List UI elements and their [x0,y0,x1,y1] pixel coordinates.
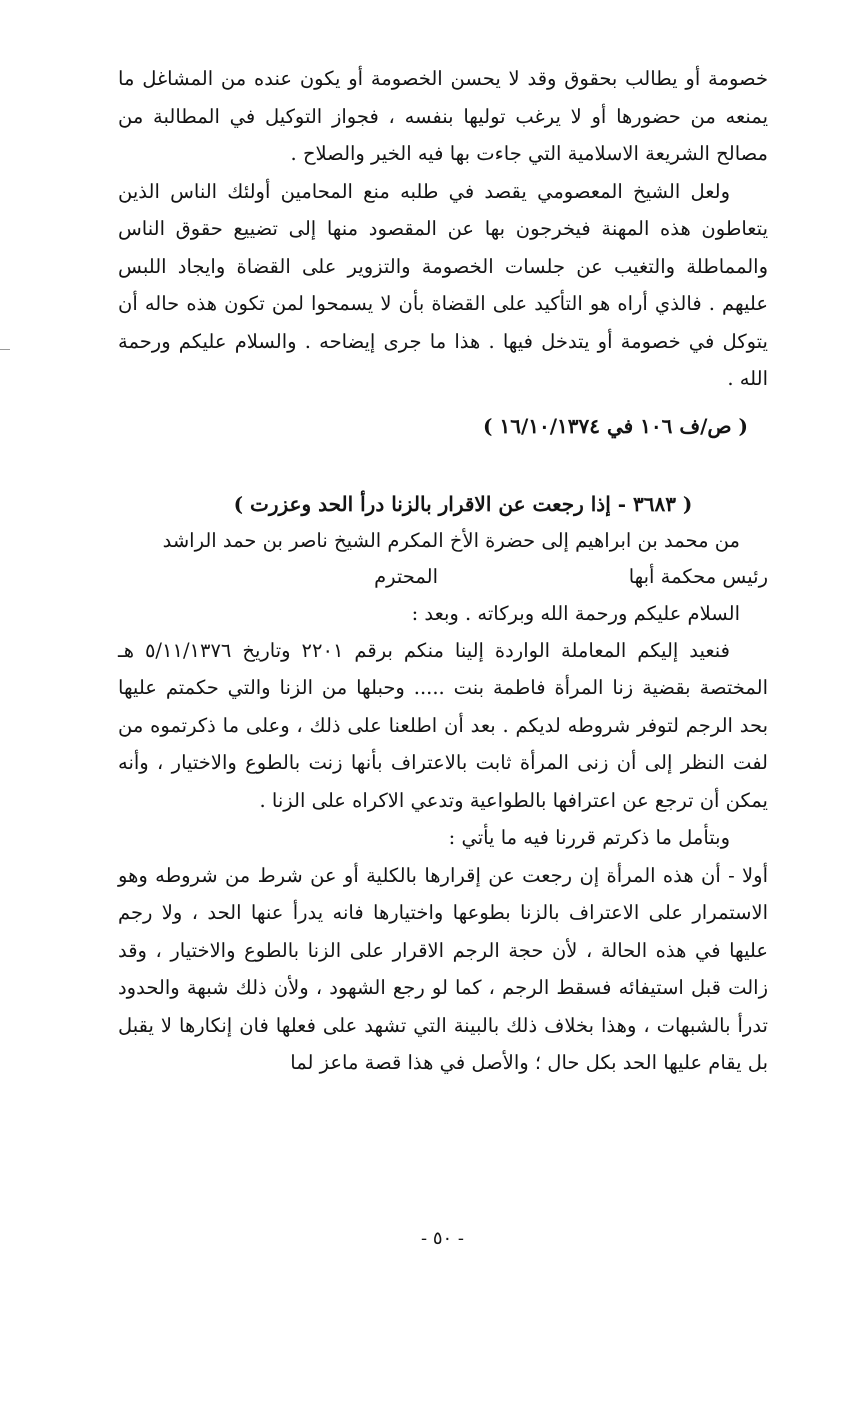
greeting-line: السلام عليكم ورحمة الله وبركاته . وبعد : [411,601,740,625]
section-gap [118,444,768,486]
document-page [118,60,768,1082]
paragraph-continuation: خصومة أو يطالب بحقوق وقد لا يحسن الخصومة أو يكون عنده من المشاغل ما يمنعه من حضورها أو لا يرغب توليها بنفسه ، فجواز التوكيل في المطالبة من مصالح الشريعة الاسلامية التي جاءت بها فيه الخير والصلاح . [118,67,768,165]
page-number: - ٥٠ - [421,1228,464,1249]
addressee-honorific: المحترم [374,564,438,588]
addressee-position: رئيس محكمة أبها [628,564,768,588]
reference-number: ( ص/ف ١٠٦ في ١٦/١٠/١٣٧٤ ) [483,413,748,438]
paragraph-lawyers: ولعل الشيخ المعصومي يقصد في طلبه منع المحامين أولئك الناس الذين يتعاطون هذه المهنة فيخرجون بها عن المقصود منها إلى تضييع حقوق الناس والمماطلة والتغيب عن جلسات الخصومة والتزوير على القضاة وايجاد اللبس عليهم . فالذي أراه هو التأكيد على القضاة بأن لا يسمحوا لمن تكون هذه حاله أن يتوكل في خصومة أو يتدخل فيها . هذا ما جرى إيضاحه . والسلام عليكم ورحمة الله . [118,179,768,390]
paragraph-case: فنعيد إليكم المعاملة الواردة إلينا منكم برقم ٢٢٠١ وتاريخ ٥/١١/١٣٧٦ هـ المختصة بقضية زنا المرأة فاطمة بنت ..... وحبلها من الزنا والتي حكمتم عليها بحد الرجم لتوفر شروطه لديكم . بعد أن اطلعنا على ذلك ، وعلى ما ذكرتموه من لفت النظر إلى أن زنى المرأة ثابت بالاعتراف بأنها زنت بالطوع والاختيار ، وأنه يمكن أن ترجع عن اعترافها بالطواعية وتدعي الاكراه على الزنا . [118,638,768,812]
paragraph-decision-intro: وبتأمل ما ذكرتم قررنا فيه ما يأتي : [448,826,730,849]
letter-from-line: من محمد بن ابراهيم إلى حضرة الأخ المكرم الشيخ ناصر بن حمد الراشد [162,528,740,552]
section-heading: ( ٣٦٨٣ - إذا رجعت عن الاقرار بالزنا درأ الحد وعزرت ) [233,491,693,516]
addressee-line [118,559,768,595]
margin-mark [0,349,10,350]
paragraph-first-point: أولا - أن هذه المرأة إن رجعت عن إقرارها بالكلية أو عن شرط من شروطه وهو الاستمرار على الاعتراف بالزنا بطوعها واختيارها فانه يدرأ عنها الحد ، ولا رجم عليها في هذه الحالة ، لأن حجة الرجم الاقرار على الزنا بالطوع والاختيار ، وقد زالت قبل استيفائه فسقط الرجم ، كما لو رجع الشهود ، ولأن ذلك شبهة والحدود تدرأ بالشبهات ، وهذا بخلاف ذلك بالبينة التي تشهد على فعلها فان إنكارها لا يقبل بل يقام عليها الحد بكل حال ؛ والأصل في هذا قصة ماعز لما [118,863,768,1074]
